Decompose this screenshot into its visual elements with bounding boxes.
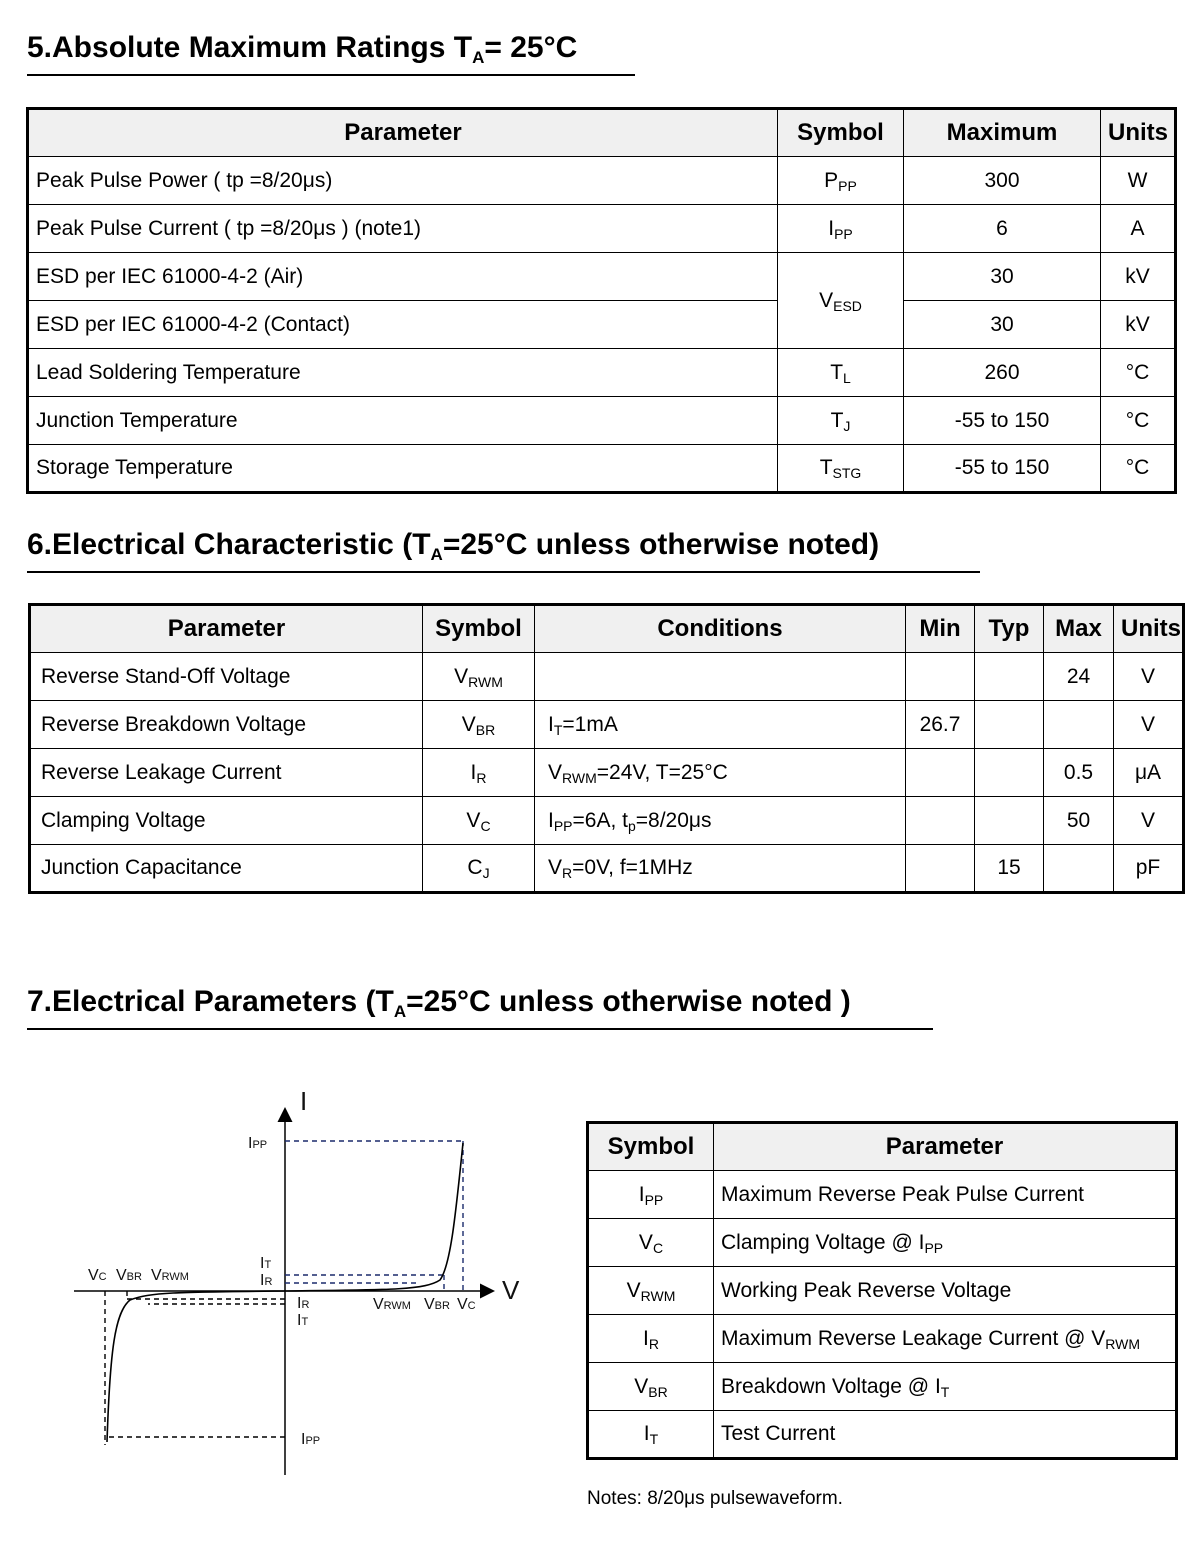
header-max: Max	[1044, 605, 1114, 653]
electrical-parameters-table	[586, 1121, 1178, 1460]
symbol-main: V	[819, 288, 834, 312]
parameter-cell: Storage Temperature	[28, 445, 778, 493]
label-main: V	[116, 1267, 127, 1284]
typ-cell	[975, 701, 1044, 749]
min-cell: 26.7	[906, 701, 975, 749]
label-main: V	[457, 1296, 468, 1313]
absolute-max-ratings-table	[26, 107, 1177, 494]
section-5-title: 5.Absolute Maximum Ratings $T_A= 25^\circ C$	[27, 31, 578, 67]
typ-cell	[975, 749, 1044, 797]
section-7-rule	[27, 1028, 933, 1030]
label-sub: R	[264, 1276, 273, 1288]
label-sub: BR	[126, 1271, 142, 1283]
min-cell	[906, 653, 975, 701]
conditions-cell-part: T	[553, 721, 563, 738]
typ-cell: 15	[975, 845, 1044, 893]
parameter-cell: Junction Temperature	[28, 397, 778, 445]
typ-cell	[975, 653, 1044, 701]
table-row	[28, 157, 1176, 205]
symbol-main: I	[470, 760, 477, 784]
parameter-cell-part: RWM	[1105, 1335, 1141, 1352]
label-sub: C	[467, 1300, 476, 1312]
conditions-cell-part: =8/20μs	[635, 808, 712, 832]
parameter-cell	[714, 1219, 1177, 1267]
table-row	[588, 1219, 1177, 1267]
maximum-cell: 260	[904, 349, 1101, 397]
max-cell	[1044, 845, 1114, 893]
parameter-cell-part: Maximum Reverse Peak Pulse Current	[721, 1182, 1084, 1206]
symbol-sub: ESD	[833, 297, 862, 314]
max-cell: 0.5	[1044, 749, 1114, 797]
label-vrwm-right	[373, 1296, 411, 1313]
table-row	[588, 1267, 1177, 1315]
symbol-cell	[423, 845, 535, 893]
symbol-main: I	[638, 1182, 645, 1206]
conditions-cell-part: V	[548, 760, 563, 784]
table-row	[28, 205, 1176, 253]
conditions-cell-part: =0V, f=1MHz	[572, 856, 693, 879]
symbol-main: V	[634, 1374, 649, 1398]
units-cell: μA	[1114, 749, 1184, 797]
symbol-cell	[778, 205, 904, 253]
symbol-sub: L	[843, 369, 851, 386]
parameter-cell	[714, 1171, 1177, 1219]
conditions-cell-part: =1mA	[562, 712, 618, 736]
label-sub: RWM	[161, 1271, 189, 1283]
label-it-left	[260, 1255, 271, 1272]
maximum-cell: -55 to 150	[904, 397, 1101, 445]
label-ir-right	[297, 1295, 309, 1312]
label-main: I	[297, 1295, 302, 1312]
symbol-sub: BR	[475, 721, 496, 738]
symbol-sub: R	[648, 1335, 659, 1352]
parameter-cell: Peak Pulse Current ( tp =8/20μs ) (note1)	[28, 205, 778, 253]
units-cell: W	[1101, 157, 1176, 205]
conditions-cell	[535, 749, 906, 797]
table-header-row	[28, 109, 1176, 157]
symbol-cell	[588, 1411, 714, 1459]
parameter-cell-part: Maximum Reverse Leakage Current @ V	[721, 1326, 1106, 1350]
label-sub: T	[301, 1316, 309, 1328]
header-maximum: Maximum	[904, 109, 1101, 157]
axis-label-v: V	[502, 1275, 520, 1305]
conditions-cell-part: =24V, T=25°C	[596, 760, 728, 784]
max-cell	[1044, 701, 1114, 749]
symbol-cell	[588, 1363, 714, 1411]
label-vrwm-left	[151, 1267, 189, 1284]
symbol-sub: T	[649, 1431, 659, 1447]
symbol-sub: J	[843, 417, 851, 434]
table-row	[28, 253, 1176, 301]
header-symbol: Symbol	[423, 605, 535, 653]
symbol-main: I	[828, 216, 835, 240]
typ-cell	[975, 797, 1044, 845]
section-6-title: 6.Electrical Characteristic ($T_A=25^\circ C$ unless otherwise noted)	[27, 528, 880, 564]
min-cell	[906, 797, 975, 845]
maximum-cell: 30	[904, 253, 1101, 301]
symbol-sub: STG	[832, 465, 862, 481]
symbol-cell	[423, 653, 535, 701]
symbol-cell	[778, 349, 904, 397]
conditions-cell-part: R	[562, 865, 573, 881]
units-cell: pF	[1114, 845, 1184, 893]
symbol-main: V	[466, 808, 481, 832]
label-ipp-bottom	[301, 1431, 320, 1448]
section-5-rule	[27, 74, 635, 76]
parameter-cell	[714, 1363, 1177, 1411]
table-row	[30, 845, 1184, 893]
section-7-title: 7.Electrical Parameters ($T_A=25^\circ C$ unless otherwise noted )	[27, 985, 851, 1021]
label-main: I	[297, 1312, 302, 1329]
conditions-cell-part: V	[548, 856, 563, 879]
parameter-cell: ESD per IEC 61000-4-2 (Air)	[28, 253, 778, 301]
label-main: I	[301, 1431, 306, 1448]
maximum-cell: 300	[904, 157, 1101, 205]
symbol-cell	[423, 749, 535, 797]
units-cell: kV	[1101, 253, 1176, 301]
symbol-main: I	[643, 1326, 649, 1350]
positive-guides	[285, 1141, 463, 1291]
symbol-main: V	[638, 1230, 653, 1254]
parameter-cell-part: Test Current	[721, 1422, 836, 1445]
maximum-cell: 6	[904, 205, 1101, 253]
table-row	[28, 301, 1176, 349]
symbol-sub: J	[482, 865, 490, 881]
symbol-sub: PP	[834, 225, 853, 242]
label-vbr-right	[424, 1296, 450, 1313]
parameter-cell: Peak Pulse Power ( tp =8/20μs)	[28, 157, 778, 205]
header-parameter: Parameter	[714, 1123, 1177, 1171]
units-cell: °C	[1101, 349, 1176, 397]
conditions-cell	[535, 653, 906, 701]
header-symbol: Symbol	[778, 109, 904, 157]
symbol-cell	[778, 253, 904, 349]
electrical-characteristic-table	[28, 603, 1185, 894]
conditions-cell	[535, 797, 906, 845]
symbol-sub: PP	[838, 177, 857, 194]
table-row	[588, 1171, 1177, 1219]
table-row	[588, 1363, 1177, 1411]
table-row	[28, 349, 1176, 397]
axis-label-i: I	[300, 1086, 308, 1116]
iv-characteristic-diagram	[60, 1080, 530, 1480]
table-row	[588, 1315, 1177, 1363]
negative-guides	[105, 1291, 285, 1445]
symbol-main: I	[643, 1422, 650, 1445]
min-cell	[906, 749, 975, 797]
header-typ: Typ	[975, 605, 1044, 653]
symbol-sub: C	[480, 817, 491, 834]
label-vc-right	[457, 1296, 476, 1313]
parameter-cell-part: PP	[924, 1239, 944, 1256]
symbol-main: V	[454, 664, 469, 688]
parameter-cell	[714, 1315, 1177, 1363]
symbol-cell	[778, 397, 904, 445]
conditions-cell	[535, 845, 906, 893]
units-cell: kV	[1101, 301, 1176, 349]
symbol-sub: RWM	[640, 1287, 676, 1304]
symbol-sub: RWM	[468, 673, 503, 690]
min-cell	[906, 845, 975, 893]
conditions-cell-part: I	[548, 712, 554, 736]
label-ir-left	[260, 1272, 272, 1289]
label-sub: C	[98, 1271, 107, 1283]
parameter-cell: Junction Capacitance	[30, 845, 423, 893]
conditions-cell-part: p	[627, 817, 636, 834]
label-vbr-left	[116, 1267, 142, 1284]
label-it-right	[297, 1312, 308, 1329]
symbol-sub: R	[476, 769, 487, 786]
table-row	[28, 445, 1176, 493]
header-min: Min	[906, 605, 975, 653]
max-cell: 24	[1044, 653, 1114, 701]
label-main: I	[260, 1255, 265, 1272]
label-main: I	[260, 1272, 265, 1289]
symbol-cell	[423, 701, 535, 749]
parameter-cell: Reverse Breakdown Voltage	[30, 701, 423, 749]
symbol-main: P	[824, 168, 839, 192]
conditions-cell	[535, 701, 906, 749]
notes: Notes: 8/20μs pulsewaveform.	[587, 1488, 843, 1509]
symbol-cell	[778, 157, 904, 205]
header-symbol: Symbol	[588, 1123, 714, 1171]
label-sub: PP	[305, 1435, 321, 1447]
table-row	[30, 701, 1184, 749]
table-row	[30, 653, 1184, 701]
conditions-cell-part: =6A, t	[572, 808, 628, 832]
symbol-main: C	[467, 856, 483, 879]
label-sub: T	[264, 1259, 272, 1271]
parameter-cell: Reverse Stand-Off Voltage	[30, 653, 423, 701]
parameter-cell: Lead Soldering Temperature	[28, 349, 778, 397]
parameter-cell-part: T	[940, 1383, 950, 1400]
label-vc-left	[88, 1267, 107, 1284]
units-cell: A	[1101, 205, 1176, 253]
parameter-cell-part: Breakdown Voltage @ I	[721, 1374, 941, 1398]
label-main: I	[248, 1135, 253, 1152]
label-main: V	[424, 1296, 435, 1313]
symbol-sub: C	[652, 1239, 664, 1256]
maximum-cell: -55 to 150	[904, 445, 1101, 493]
units-cell: V	[1114, 653, 1184, 701]
units-cell: °C	[1101, 445, 1176, 493]
header-parameter: Parameter	[30, 605, 423, 653]
table-row	[28, 397, 1176, 445]
symbol-main: T	[830, 360, 844, 384]
header-parameter: Parameter	[28, 109, 778, 157]
parameter-cell: Clamping Voltage	[30, 797, 423, 845]
symbol-cell	[588, 1267, 714, 1315]
header-conditions: Conditions	[535, 605, 906, 653]
parameter-cell: ESD per IEC 61000-4-2 (Contact)	[28, 301, 778, 349]
label-sub: RWM	[383, 1300, 411, 1312]
label-ipp-top	[248, 1135, 267, 1152]
symbol-main: V	[461, 712, 476, 736]
symbol-cell	[588, 1171, 714, 1219]
parameter-cell	[714, 1267, 1177, 1315]
parameter-cell-part: Working Peak Reverse Voltage	[721, 1278, 1012, 1302]
conditions-cell-part: PP	[553, 817, 573, 834]
label-main: V	[88, 1267, 99, 1284]
parameter-cell	[714, 1411, 1177, 1459]
max-cell: 50	[1044, 797, 1114, 845]
label-sub: BR	[434, 1300, 450, 1312]
conditions-cell-part: I	[548, 808, 554, 832]
label-main: V	[373, 1296, 384, 1313]
symbol-sub: BR	[648, 1383, 668, 1400]
units-cell: V	[1114, 701, 1184, 749]
label-sub: R	[301, 1299, 310, 1311]
table-row	[30, 749, 1184, 797]
label-sub: PP	[252, 1139, 268, 1151]
table-row	[30, 797, 1184, 845]
symbol-main: T	[830, 408, 844, 432]
conditions-cell-part: RWM	[562, 769, 597, 786]
symbol-cell	[423, 797, 535, 845]
table-row	[588, 1411, 1177, 1459]
header-units: Units	[1101, 109, 1176, 157]
maximum-cell: 30	[904, 301, 1101, 349]
symbol-cell	[588, 1315, 714, 1363]
table-header-row	[588, 1123, 1177, 1171]
symbol-cell	[778, 445, 904, 493]
header-units: Units	[1114, 605, 1184, 653]
parameter-cell: Reverse Leakage Current	[30, 749, 423, 797]
parameter-cell-part: Clamping Voltage @ I	[721, 1230, 925, 1254]
symbol-sub: PP	[644, 1191, 664, 1208]
units-cell: °C	[1101, 397, 1176, 445]
label-main: V	[151, 1267, 162, 1284]
symbol-main: V	[626, 1278, 641, 1302]
table-header-row	[30, 605, 1184, 653]
symbol-main: T	[819, 456, 833, 479]
units-cell: V	[1114, 797, 1184, 845]
symbol-cell	[588, 1219, 714, 1267]
section-6-rule	[27, 571, 980, 573]
